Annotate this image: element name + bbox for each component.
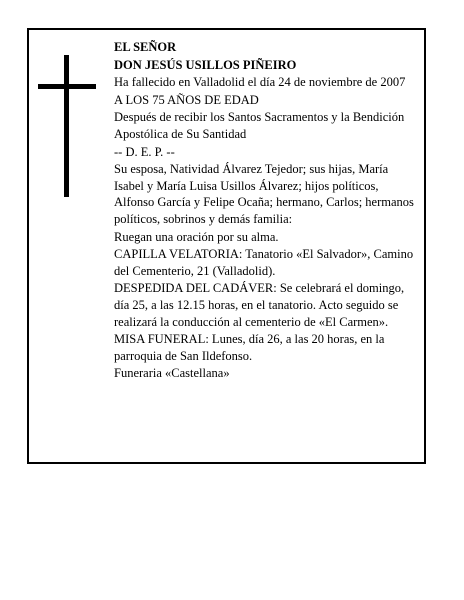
obituary-text bbox=[114, 39, 416, 383]
notice-title: EL SEÑOR bbox=[114, 40, 177, 54]
age-line: A LOS 75 AÑOS DE EDAD bbox=[114, 92, 259, 107]
rip-line: -- D. E. P. -- bbox=[114, 144, 175, 159]
prayer-request: Ruegan una oración por su alma. bbox=[114, 229, 279, 244]
wake-chapel: CAPILLA VELATORIA: Tanatorio «El Salvador», Camino del Cementerio, 21 (Valladolid). bbox=[114, 247, 414, 278]
deceased-name: DON JESÚS USILLOS PIÑEIRO bbox=[114, 57, 297, 72]
cross-vertical-bar bbox=[64, 55, 69, 197]
funeral-home: Funeraria «Castellana» bbox=[114, 366, 230, 381]
family-line: Su esposa, Natividad Álvarez Tejedor; sus hijas, María Isabel y María Luisa Usillos Álvarez; hijos políticos, Alfonso García y Felipe Ocaña; hermano, Carlos; hermanos políticos, sobrinos y demás familia: bbox=[114, 162, 414, 226]
funeral-mass: MISA FUNERAL: Lunes, día 26, a las 20 horas, en la parroquia de San Ildefonso. bbox=[114, 332, 385, 363]
farewell-details: DESPEDIDA DEL CADÁVER: Se celebrará el domingo, día 25, a las 12.15 horas, en el tanatorio. Acto seguido se realizará la conducción al cementerio de «El Carmen». bbox=[114, 281, 405, 329]
cross-horizontal-bar bbox=[38, 84, 96, 89]
sacraments-line: Después de recibir los Santos Sacramentos y la Bendición Apostólica de Su Santidad bbox=[114, 110, 405, 141]
death-announcement: Ha fallecido en Valladolid el día 24 de noviembre de 2007 bbox=[114, 75, 406, 90]
